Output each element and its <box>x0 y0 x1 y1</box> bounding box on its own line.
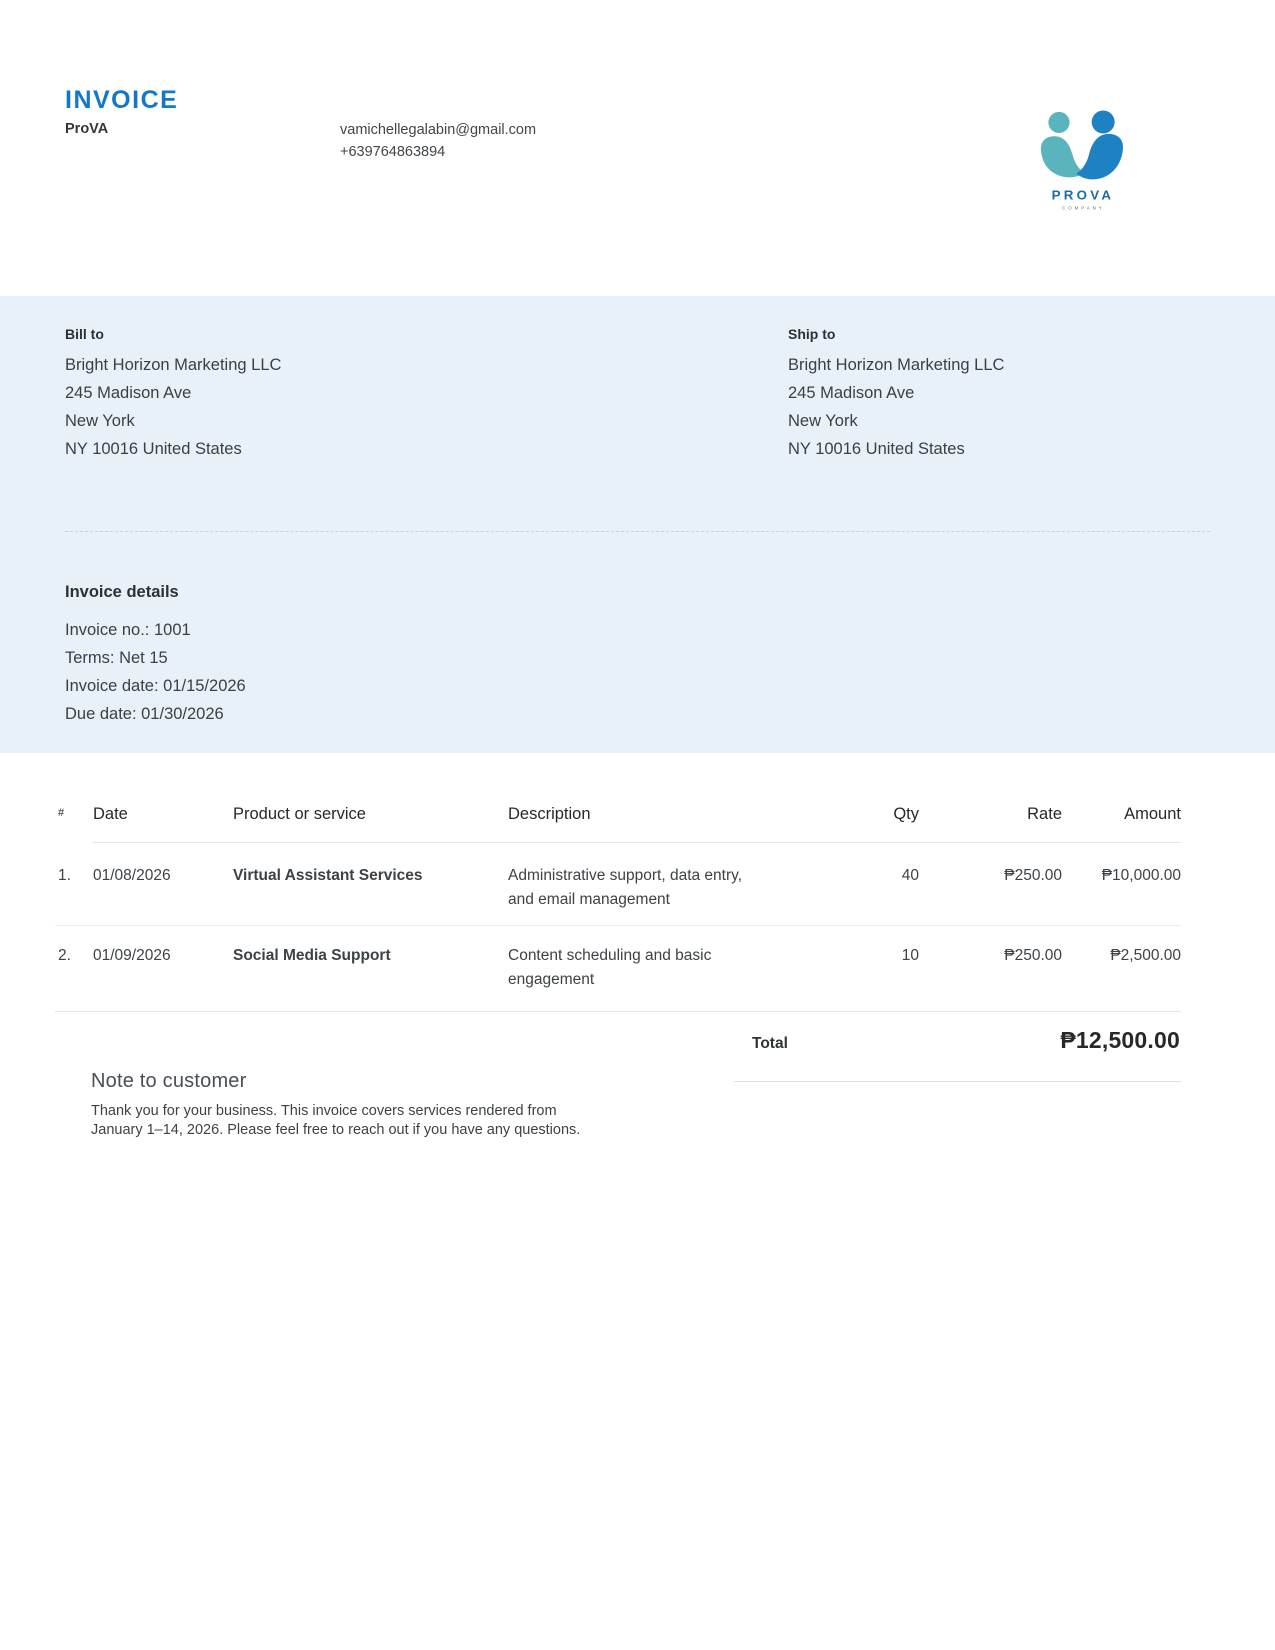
address-line: New York <box>65 412 135 430</box>
items-section <box>55 753 1181 1140</box>
items-table-body <box>55 843 1181 1012</box>
contact-block <box>340 119 536 163</box>
col-header-number: # <box>58 807 65 819</box>
dashed-divider <box>65 531 1210 532</box>
row-amount: ₱2,500.00 <box>1062 926 1181 1012</box>
row-description: Content scheduling and basic engagement <box>508 926 778 1012</box>
ship-to-address <box>788 351 1004 463</box>
row-number: 2. <box>55 926 93 1012</box>
header-row <box>55 805 1181 843</box>
address-line: 245 Madison Ave <box>788 384 915 402</box>
contact-phone: +639764863894 <box>340 144 446 160</box>
col-header-product: Product or service <box>233 805 508 843</box>
address-line: Bright Horizon Marketing LLC <box>65 356 282 374</box>
row-product: Social Media Support <box>233 926 508 1012</box>
prova-logo-icon <box>1036 110 1128 214</box>
company-name: ProVA <box>65 121 109 137</box>
row-qty: 40 <box>901 867 919 884</box>
row-date: 01/08/2026 <box>93 867 171 884</box>
row-product: Virtual Assistant Services <box>233 867 423 884</box>
address-line: New York <box>788 412 858 430</box>
note-body: Thank you for your business. This invoice covers services rendered from January 1–14, 2026. Please feel free to reach out if you have any questions. <box>91 1103 581 1138</box>
row-date: 01/09/2026 <box>93 926 233 1012</box>
address-line: NY 10016 United States <box>65 440 242 458</box>
invoice-title: INVOICE <box>65 86 179 114</box>
bill-to-label: Bill to <box>65 326 104 342</box>
row-amount: ₱10,000.00 <box>1101 867 1181 884</box>
note-block <box>91 1069 606 1140</box>
col-header-qty: Qty <box>778 805 919 843</box>
col-header-date: Date <box>93 805 233 843</box>
address-line: 245 Madison Ave <box>65 384 192 402</box>
items-table-header <box>55 805 1181 843</box>
invoice-details-heading: Invoice details <box>65 583 179 601</box>
address-line: NY 10016 United States <box>788 440 965 458</box>
col-header-description: Description <box>508 805 778 843</box>
bill-to-address <box>65 351 281 463</box>
ship-to-label: Ship to <box>788 326 836 342</box>
total-label: Total <box>752 1035 788 1052</box>
total-box <box>734 1012 1181 1082</box>
row-rate: ₱250.00 <box>1004 867 1062 884</box>
address-line: Bright Horizon Marketing LLC <box>788 356 1005 374</box>
invoice-details-lines <box>65 616 246 728</box>
row-rate: ₱250.00 <box>919 926 1062 1012</box>
invoice-details-block <box>65 583 246 728</box>
ship-to-block <box>788 326 1004 463</box>
table-row <box>55 843 1181 926</box>
company-logo <box>1036 110 1128 219</box>
contact-email: vamichellegalabin@gmail.com <box>340 122 537 138</box>
row-description: Administrative support, data entry, and email management <box>508 867 743 908</box>
col-header-amount: Amount <box>1062 805 1181 843</box>
note-heading: Note to customer <box>91 1070 247 1092</box>
summary-and-note <box>55 1012 1181 1140</box>
invoice-detail-line: Due date: 01/30/2026 <box>65 705 224 723</box>
total-value: ₱12,500.00 <box>1060 1027 1180 1053</box>
invoice-detail-line: Terms: Net 15 <box>65 649 168 667</box>
col-header-rate: Rate <box>919 805 1062 843</box>
bill-to-block <box>65 326 281 463</box>
billing-section <box>0 296 1275 753</box>
invoice-detail-line: Invoice no.: 1001 <box>65 621 191 639</box>
row-number: 1. <box>58 866 71 884</box>
logo-brand-text: PROVA <box>1051 187 1115 203</box>
table-row <box>55 926 1181 1012</box>
items-table <box>55 805 1181 1012</box>
row-qty: 10 <box>778 926 919 1012</box>
logo-subtitle-text: COMPANY <box>1062 205 1105 211</box>
invoice-detail-line: Invoice date: 01/15/2026 <box>65 677 246 695</box>
